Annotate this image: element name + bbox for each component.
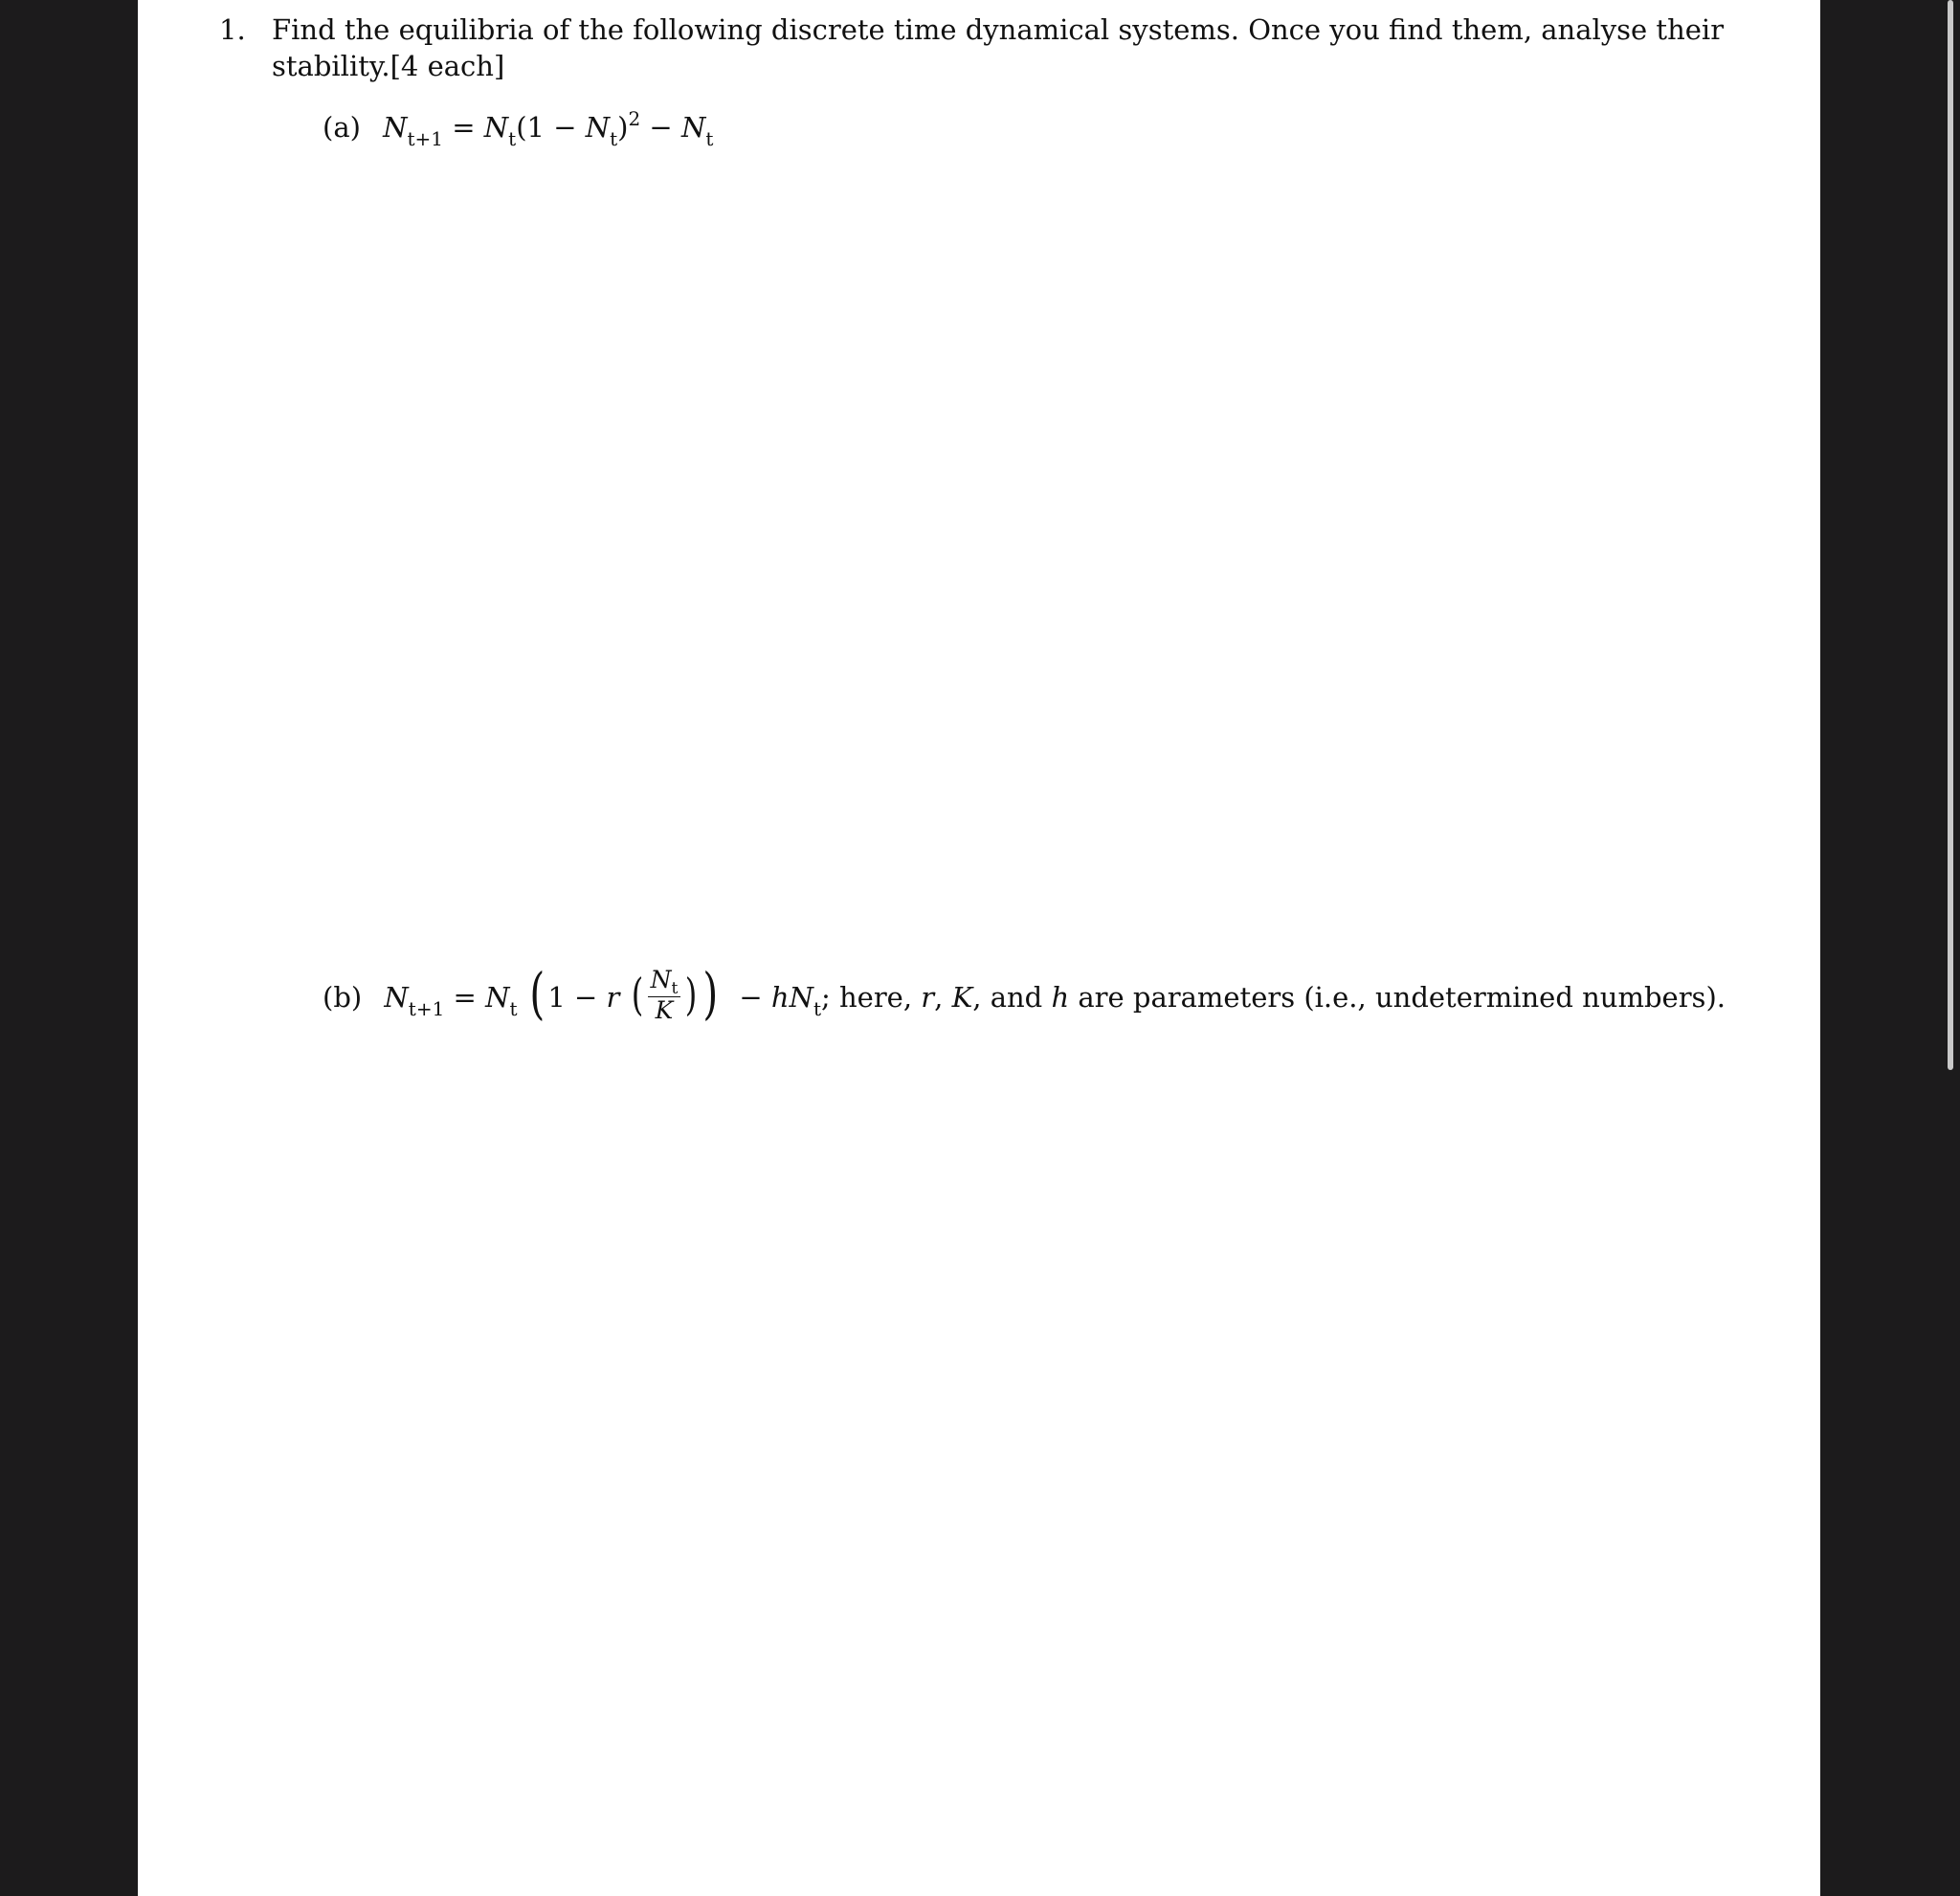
exponent: 2 (628, 107, 641, 130)
h-param: h (770, 981, 790, 1014)
last-sub: t (705, 127, 714, 150)
fraction (648, 968, 681, 1023)
big-close-paren: ) (702, 961, 719, 1026)
frac-num-var: N (650, 966, 672, 993)
open-paren: (1 − (516, 111, 586, 144)
hn-var: N (789, 981, 813, 1014)
part-a (323, 109, 713, 148)
inner-var: N (585, 111, 611, 144)
equals-sign: = (452, 111, 476, 144)
problem-number: 1. (219, 13, 246, 46)
rhs-var: N (485, 981, 510, 1014)
med-close-paren: ) (685, 969, 698, 1020)
lhs-var: N (384, 981, 409, 1014)
tail-r: r (921, 981, 935, 1014)
rhs-sub: t (509, 997, 518, 1020)
tail-text-2: , (934, 981, 952, 1014)
part-b-label: (b) (323, 981, 363, 1014)
one-minus: 1 − (547, 981, 607, 1014)
tail-text-3: , and (972, 981, 1052, 1014)
minus-sign: − (640, 111, 681, 144)
part-a-label: (a) (323, 111, 361, 144)
equals-sign: = (453, 981, 477, 1014)
tail-text-4: are parameters (i.e., undetermined numbers). (1069, 981, 1726, 1014)
problem-1 (219, 11, 1765, 84)
vertical-scrollbar[interactable] (1948, 0, 1953, 1070)
rhs-var: N (483, 111, 509, 144)
lhs-sub: t+1 (408, 997, 445, 1020)
frac-den: K (655, 996, 674, 1024)
minus-sign: − (730, 981, 771, 1014)
problem-text: Find the equilibria of the following discrete time dynamical systems. Once you find them, analyse their stability.[4 each] (272, 13, 1725, 82)
r-param: r (606, 981, 620, 1014)
lhs-sub: t+1 (407, 127, 444, 150)
last-var: N (680, 111, 706, 144)
document-page (138, 0, 1820, 1896)
tail-k: K (951, 981, 973, 1014)
inner-sub: t (610, 127, 618, 150)
hn-sub: t (813, 997, 821, 1020)
lhs-var: N (383, 111, 408, 144)
tail-h: h (1051, 981, 1070, 1014)
tail-text-1: ; here, (820, 981, 922, 1014)
med-open-paren: ( (631, 969, 643, 1020)
big-open-paren: ( (529, 961, 545, 1026)
frac-num-sub: t (671, 979, 679, 998)
rhs-sub: t (508, 127, 517, 150)
close-paren: ) (617, 111, 629, 144)
part-b (323, 961, 1726, 1029)
